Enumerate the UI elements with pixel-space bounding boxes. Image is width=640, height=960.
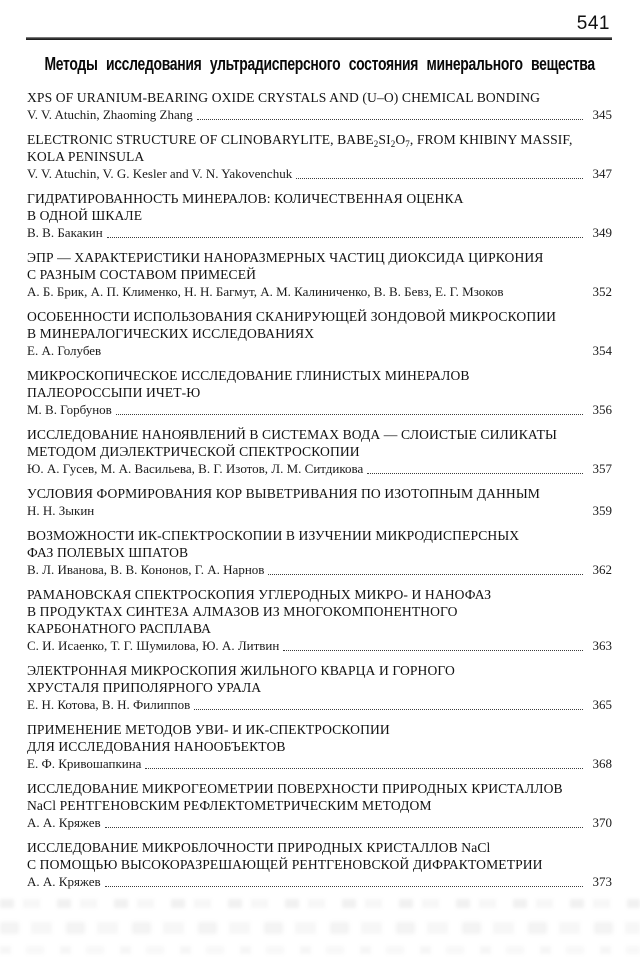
dotted-leader — [268, 564, 583, 575]
entry-authors: А. А. Кряжев — [27, 815, 101, 831]
entry-page-number: 363 — [592, 638, 612, 654]
entry-title-line: С ПОМОЩЬЮ ВЫСОКОРАЗРЕШАЮЩЕЙ РЕНТГЕНОВСКОЙ ДИФРАКТОМЕТРИИ — [27, 857, 543, 872]
section-title: Методы исследования ультрадисперсного состояния минерального вещества — [44, 54, 596, 76]
entry-authors: В. В. Бакакин — [27, 225, 103, 241]
entry-page-number: 352 — [592, 284, 612, 300]
entry-title-block — [27, 527, 612, 561]
entry-title-line: ФАЗ ПОЛЕВЫХ ШПАТОВ — [27, 544, 189, 560]
entry-authors-row — [27, 502, 612, 520]
entry-page-number: 368 — [592, 756, 612, 772]
entry-page-number: 349 — [592, 225, 612, 241]
dotted-leader — [367, 463, 583, 474]
entry-title-line: ХРУСТАЛЯ ПРИПОЛЯРНОГО УРАЛА — [27, 680, 262, 695]
entry-authors-row — [27, 696, 612, 714]
toc-entry — [27, 780, 612, 832]
entry-page-number: 345 — [592, 107, 612, 123]
entry-title-block — [27, 485, 612, 502]
entry-title-line: В ОДНОЙ ШКАЛЕ — [27, 208, 143, 223]
entry-title-block — [27, 721, 612, 755]
entry-title-block — [27, 586, 612, 638]
entry-page-number: 373 — [592, 874, 612, 890]
toc-entry — [27, 89, 612, 124]
entry-title-block — [27, 190, 612, 224]
toc-entry — [27, 367, 612, 419]
dotted-leader — [105, 346, 583, 360]
entry-authors: С. И. Исаенко, Т. Г. Шумилова, Ю. А. Литвин — [27, 638, 280, 654]
entry-page-number: 356 — [592, 402, 612, 418]
entry-title-line: УСЛОВИЯ ФОРМИРОВАНИЯ КОР ВЫВЕТРИВАНИЯ ПО ИЗОТОПНЫМ ДАННЫМ — [27, 485, 540, 501]
dotted-leader — [145, 758, 583, 769]
entry-title-block — [27, 308, 612, 342]
dotted-leader — [116, 404, 583, 415]
entry-title-line: KOLA PENINSULA — [27, 149, 145, 164]
header-rule — [26, 37, 612, 40]
entry-page-number: 354 — [592, 343, 612, 359]
entry-authors-row — [27, 401, 612, 419]
entry-authors-row — [27, 755, 612, 773]
entry-authors: Ю. А. Гусев, М. А. Васильева, В. Г. Изотов, Л. М. Ситдикова — [27, 461, 364, 477]
entry-authors: Н. Н. Зыкин — [27, 503, 95, 518]
entry-title-line: РАМАНОВСКАЯ СПЕКТРОСКОПИЯ УГЛЕРОДНЫХ МИКРО- И НАНОФАЗ — [27, 586, 492, 602]
toc-entry — [27, 131, 612, 183]
entry-page-number: 365 — [592, 697, 612, 713]
entry-title-block — [27, 426, 612, 460]
entry-authors-row — [27, 283, 612, 301]
entry-authors-row — [27, 342, 612, 360]
toc-entry — [27, 426, 612, 478]
entry-title-line: XPS OF URANIUM-BEARING OXIDE CRYSTALS AND (U–O) CHEMICAL BONDING — [27, 90, 541, 105]
entry-page-number: 359 — [592, 503, 612, 518]
toc-entry — [27, 249, 612, 301]
entry-title-line: В ПРОДУКТАХ СИНТЕЗА АЛМАЗОВ ИЗ МНОГОКОМПОНЕНТНОГО — [27, 603, 458, 619]
entry-title-line: ГИДРАТИРОВАННОСТЬ МИНЕРАЛОВ: КОЛИЧЕСТВЕННАЯ ОЦЕНКА — [27, 190, 464, 206]
scan-artifact-strip — [0, 946, 640, 954]
scan-artifact-strip — [0, 899, 640, 908]
entry-title-line: ПАЛЕОРОССЫПИ ИЧЕТ-Ю — [27, 385, 201, 400]
entry-title-line: ОСОБЕННОСТИ ИСПОЛЬЗОВАНИЯ СКАНИРУЮЩЕЙ ЗОНДОВОЙ МИКРОСКОПИИ — [27, 308, 557, 324]
toc-entry — [27, 586, 612, 655]
entry-authors: Е. А. Голубев — [27, 343, 102, 359]
dotted-leader — [296, 168, 583, 179]
entry-title-line: ПРИМЕНЕНИЕ МЕТОДОВ УВИ- И ИК-СПЕКТРОСКОПИИ — [27, 721, 390, 737]
entry-authors: V. V. Atuchin, V. G. Kesler and V. N. Yakovenchuk — [27, 166, 293, 182]
toc-entry — [27, 662, 612, 714]
toc-entry — [27, 839, 612, 891]
entry-authors: А. А. Кряжев — [27, 874, 101, 890]
entry-title-block — [27, 249, 612, 283]
entry-authors-row — [27, 561, 612, 579]
entry-title-line: NaCl РЕНТГЕНОВСКИМ РЕФЛЕКТОМЕТРИЧЕСКИМ МЕТОДОМ — [27, 798, 432, 813]
entry-title-line: МИКРОСКОПИЧЕСКОЕ ИССЛЕДОВАНИЕ ГЛИНИСТЫХ МИНЕРАЛОВ — [27, 367, 470, 383]
entry-title-block — [27, 131, 612, 165]
entry-title-line: ИССЛЕДОВАНИЕ НАНОЯВЛЕНИЙ В СИСТЕМАХ ВОДА — СЛОИСТЫЕ СИЛИКАТЫ — [27, 426, 557, 442]
entry-title-line: В МИНЕРАЛОГИЧЕСКИХ ИССЛЕДОВАНИЯХ — [27, 326, 315, 341]
section-title-wrap — [0, 56, 640, 74]
entry-authors-row — [27, 106, 612, 124]
entry-authors: М. В. Горбунов — [27, 402, 112, 418]
scan-artifact-strip — [0, 922, 640, 934]
entry-authors-row — [27, 460, 612, 478]
entry-title-line: ВОЗМОЖНОСТИ ИК-СПЕКТРОСКОПИИ В ИЗУЧЕНИИ МИКРОДИСПЕРСНЫХ — [27, 527, 520, 543]
toc-list — [27, 89, 612, 891]
entry-authors: В. Л. Иванова, В. В. Кононов, Г. А. Нарнов — [27, 562, 265, 577]
dotted-leader — [105, 876, 583, 887]
entry-authors-row — [27, 814, 612, 832]
entry-page-number: 357 — [592, 461, 612, 477]
dotted-leader — [508, 287, 583, 301]
toc-entry — [27, 308, 612, 360]
entry-authors-row — [27, 637, 612, 655]
entry-title-block — [27, 89, 612, 106]
entry-title-line: МЕТОДОМ ДИЭЛЕКТРИЧЕСКОЙ СПЕКТРОСКОПИИ — [27, 444, 360, 459]
entry-authors-row — [27, 165, 612, 183]
entry-authors: Е. Н. Котова, В. Н. Филиппов — [27, 697, 191, 713]
dotted-leader — [194, 699, 583, 710]
entry-authors: Е. Ф. Кривошапкина — [27, 756, 142, 772]
toc-entry — [27, 527, 612, 579]
entry-page-number: 362 — [592, 562, 612, 577]
entry-title-line: ИССЛЕДОВАНИЕ МИКРОГЕОМЕТРИИ ПОВЕРХНОСТИ ПРИРОДНЫХ КРИСТАЛЛОВ — [27, 780, 563, 796]
entry-authors-row — [27, 224, 612, 242]
toc-entry — [27, 485, 612, 520]
dotted-leader — [107, 227, 583, 238]
entry-authors-row — [27, 873, 612, 891]
entry-title-block — [27, 367, 612, 401]
dotted-leader — [98, 506, 583, 520]
dotted-leader — [283, 640, 583, 651]
entry-authors: V. V. Atuchin, Zhaoming Zhang — [27, 107, 193, 123]
dotted-leader — [197, 109, 583, 120]
entry-title-line: С РАЗНЫМ СОСТАВОМ ПРИМЕСЕЙ — [27, 267, 257, 282]
entry-authors: А. Б. Брик, А. П. Клименко, Н. Н. Багмут, А. М. Калиниченко, В. В. Бевз, Е. Г. Мзоков — [27, 284, 504, 300]
dotted-leader — [105, 817, 583, 828]
toc-entry — [27, 721, 612, 773]
page-number: 541 — [576, 13, 610, 34]
entry-title-line: ИССЛЕДОВАНИЕ МИКРОБЛОЧНОСТИ ПРИРОДНЫХ КРИСТАЛЛОВ NaCl — [27, 839, 491, 855]
entry-title-line: ELECTRONIC STRUCTURE OF CLINOBARYLITE, $BABE_2SI_2O_7$, FROM KHIBINY MASSIF, — [27, 131, 573, 149]
entry-title-block — [27, 780, 612, 814]
entry-page-number: 347 — [592, 166, 612, 182]
toc-entry — [27, 190, 612, 242]
entry-title-line: КАРБОНАТНОГО РАСПЛАВА — [27, 621, 212, 636]
entry-title-line: ЭЛЕКТРОННАЯ МИКРОСКОПИЯ ЖИЛЬНОГО КВАРЦА И ГОРНОГО — [27, 662, 455, 678]
entry-title-block — [27, 839, 612, 873]
entry-page-number: 370 — [592, 815, 612, 831]
entry-title-block — [27, 662, 612, 696]
entry-title-line: ЭПР — ХАРАКТЕРИСТИКИ НАНОРАЗМЕРНЫХ ЧАСТИЦ ДИОКСИДА ЦИРКОНИЯ — [27, 249, 544, 265]
entry-title-line: ДЛЯ ИССЛЕДОВАНИЯ НАНООБЪЕКТОВ — [27, 739, 286, 754]
